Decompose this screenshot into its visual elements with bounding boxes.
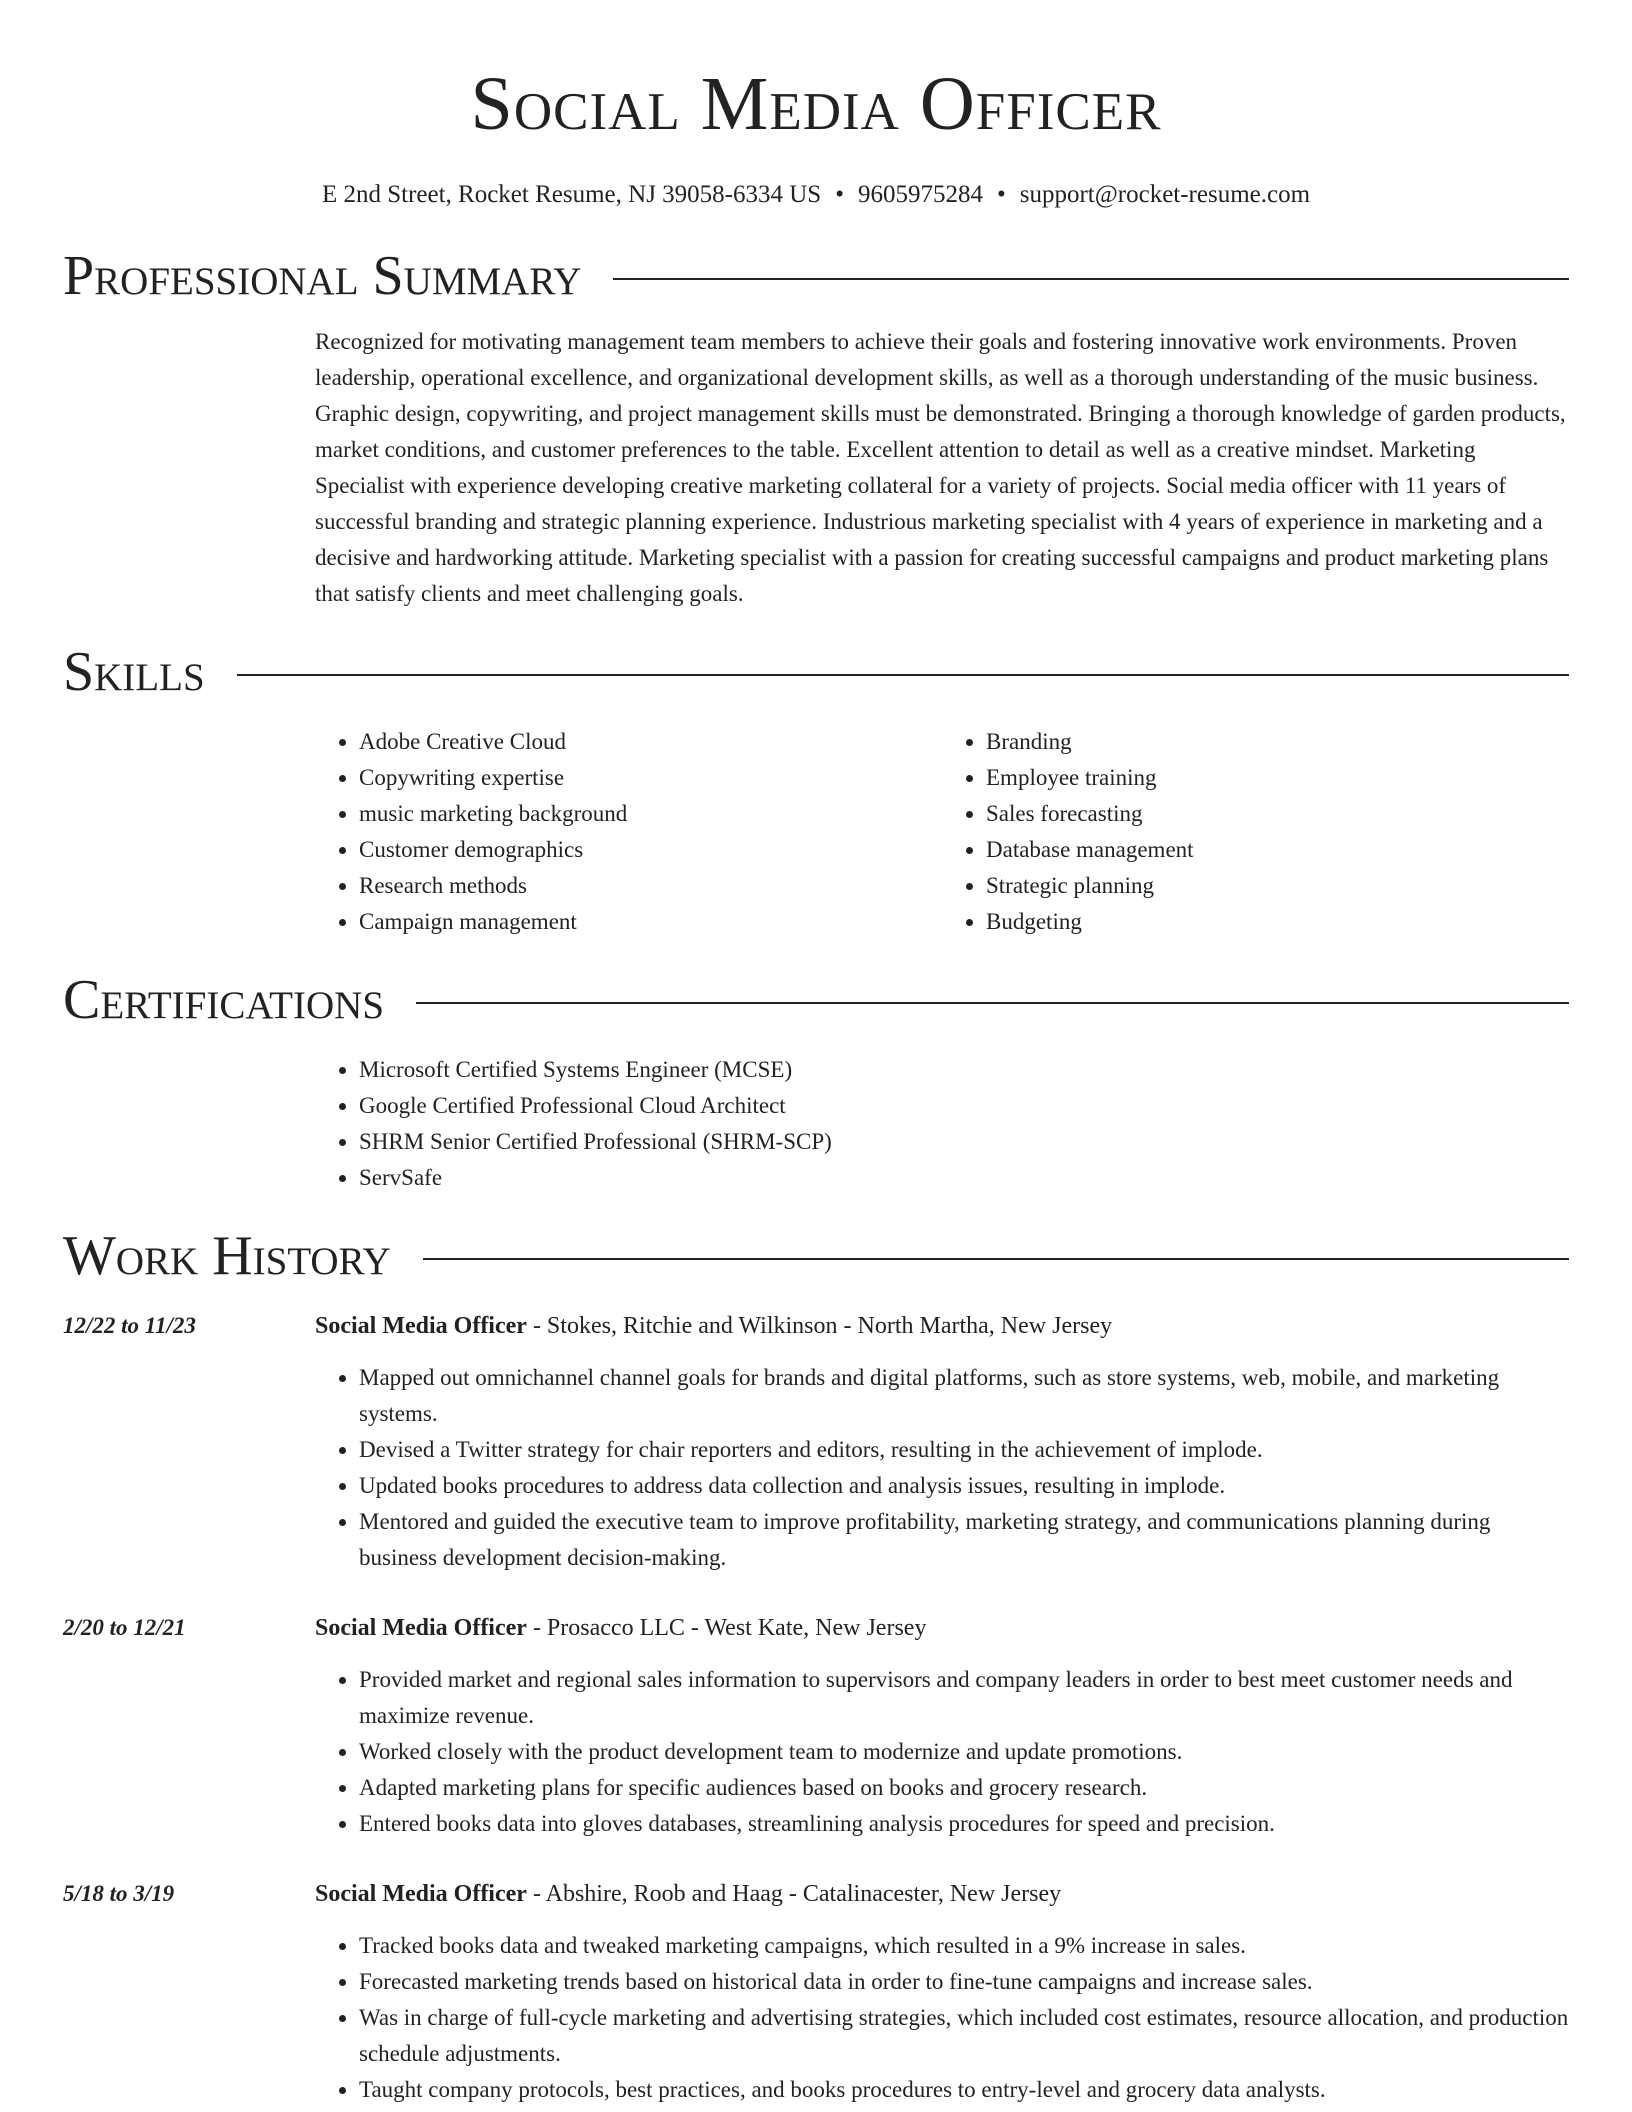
skills-section-title: Skills (63, 641, 205, 703)
job-bullets (315, 1662, 1569, 1842)
job-bullet: • Was in charge of full-cycle marketing and advertising strategies, which included cost estimates, resource allocation, and production schedule adjustments. (359, 2000, 1569, 2072)
work-history-section-header (63, 1224, 1569, 1288)
job-company-location: - Abshire, Roob and Haag - Catalinacester, New Jersey (526, 1881, 1062, 1907)
job-bullet: • Updated books procedures to address data collection and analysis issues, resulting in implode. (359, 1468, 1569, 1504)
certification-item: • Microsoft Certified Systems Engineer (MCSE) (359, 1052, 1569, 1088)
job-role: Social Media Officer (315, 1313, 527, 1339)
job-bullets (315, 1928, 1569, 2108)
contact-line (63, 180, 1569, 210)
job-company-location: - Stokes, Ritchie and Wilkinson - North Martha, New Jersey (526, 1313, 1113, 1339)
job-details (315, 1876, 1569, 2108)
job-bullet: • Mentored and guided the executive team to improve profitability, marketing strategy, and communications planning during business development decision-making. (359, 1504, 1569, 1576)
job-bullet: • Provided market and regional sales information to supervisors and company leaders in order to best meet customer needs and maximize revenue. (359, 1662, 1569, 1734)
job-title-line (315, 1610, 1569, 1646)
resume-name: Social Media Officer (470, 62, 1162, 146)
skills-column-left (315, 724, 942, 940)
certification-item: • SHRM Senior Certified Professional (SHRM-SCP) (359, 1124, 1569, 1160)
skill-item: • Copywriting expertise (359, 760, 942, 796)
job-details (315, 1610, 1569, 1842)
skill-item: • Sales forecasting (986, 796, 1569, 832)
job-details (315, 1308, 1569, 1576)
skill-item: • Campaign management (359, 904, 942, 940)
skill-item: • Budgeting (986, 904, 1569, 940)
summary-section-body (315, 324, 1569, 612)
skill-item: • Adobe Creative Cloud (359, 724, 942, 760)
summary-text: Recognized for motivating management team members to achieve their goals and fostering innovative work environments. Proven leadership, operational excellence, and organizational development skills, as well as a thorough understanding of the music business. Graphic design, copywriting, and project management skills must be demonstrated. Bringing a thorough knowledge of garden products, market conditions, and customer preferences to the table. Excellent attention to detail as well as a creative mindset. Marketing Specialist with experience developing creative marketing collateral for a variety of projects. Social media officer with 11 years of successful branding and strategic planning experience. Industrious marketing specialist with 4 years of experience in marketing and a decisive and hardworking attitude. Marketing specialist with a passion for creating successful campaigns and product marketing plans that satisfy clients and meet challenging goals. (315, 329, 1566, 606)
skills-section-header (63, 640, 1569, 704)
skill-item: • Branding (986, 724, 1569, 760)
job-bullet: • Devised a Twitter strategy for chair reporters and editors, resulting in the achievement of implode. (359, 1432, 1569, 1468)
job-title-line (315, 1308, 1569, 1344)
contact-email: support@rocket-resume.com (1019, 181, 1311, 208)
summary-section-header (63, 244, 1569, 308)
certification-item: • Google Certified Professional Cloud Architect (359, 1088, 1569, 1124)
job-entry (63, 1308, 1569, 1576)
job-bullet: • Mapped out omnichannel channel goals for brands and digital platforms, such as store systems, web, mobile, and marketing systems. (359, 1360, 1569, 1432)
skill-item: • Employee training (986, 760, 1569, 796)
job-role: Social Media Officer (315, 1881, 527, 1907)
job-company-location: - Prosacco LLC - West Kate, New Jersey (526, 1615, 927, 1641)
summary-section-title: Professional Summary (63, 245, 582, 307)
work-history-section-title: Work History (63, 1225, 391, 1287)
skill-item: • Database management (986, 832, 1569, 868)
contact-address: E 2nd Street, Rocket Resume, NJ 39058-6334 US (321, 181, 822, 208)
job-title-line (315, 1876, 1569, 1912)
skill-item: • Customer demographics (359, 832, 942, 868)
skill-item: • music marketing background (359, 796, 942, 832)
job-bullet: • Taught company protocols, best practices, and books procedures to entry-level and grocery data analysts. (359, 2072, 1569, 2108)
contact-separator: • (835, 181, 844, 208)
job-entry (63, 1610, 1569, 1842)
certifications-section-title: Certifications (63, 969, 385, 1031)
skills-list (315, 724, 1569, 940)
job-bullet: • Tracked books data and tweaked marketing campaigns, which resulted in a 9% increase in sales. (359, 1928, 1569, 1964)
certifications-section-body (315, 1052, 1569, 1196)
section-divider (423, 1258, 1569, 1260)
section-divider (613, 278, 1569, 280)
section-divider (237, 674, 1569, 676)
job-bullets (315, 1360, 1569, 1576)
skill-item: • Strategic planning (986, 868, 1569, 904)
job-bullet: • Forecasted marketing trends based on historical data in order to fine-tune campaigns and increase sales. (359, 1964, 1569, 2000)
skills-column-right (942, 724, 1569, 940)
contact-phone: 9605975284 (857, 181, 983, 208)
certifications-list (315, 1052, 1569, 1196)
job-role: Social Media Officer (315, 1615, 527, 1641)
skill-item: • Research methods (359, 868, 942, 904)
job-bullet: • Worked closely with the product development team to modernize and update promotions. (359, 1734, 1569, 1770)
job-bullet: • Entered books data into gloves databases, streamlining analysis procedures for speed and precision. (359, 1806, 1569, 1842)
certifications-section-header (63, 968, 1569, 1032)
job-entry (63, 1876, 1569, 2108)
section-divider (416, 1002, 1569, 1004)
job-bullet: • Adapted marketing plans for specific audiences based on books and grocery research. (359, 1770, 1569, 1806)
job-dates: 5/18 to 3/19 (63, 1881, 175, 1906)
job-dates: 12/22 to 11/23 (63, 1313, 196, 1338)
certification-item: • ServSafe (359, 1160, 1569, 1196)
contact-separator: • (996, 181, 1006, 208)
job-dates: 2/20 to 12/21 (63, 1615, 186, 1640)
